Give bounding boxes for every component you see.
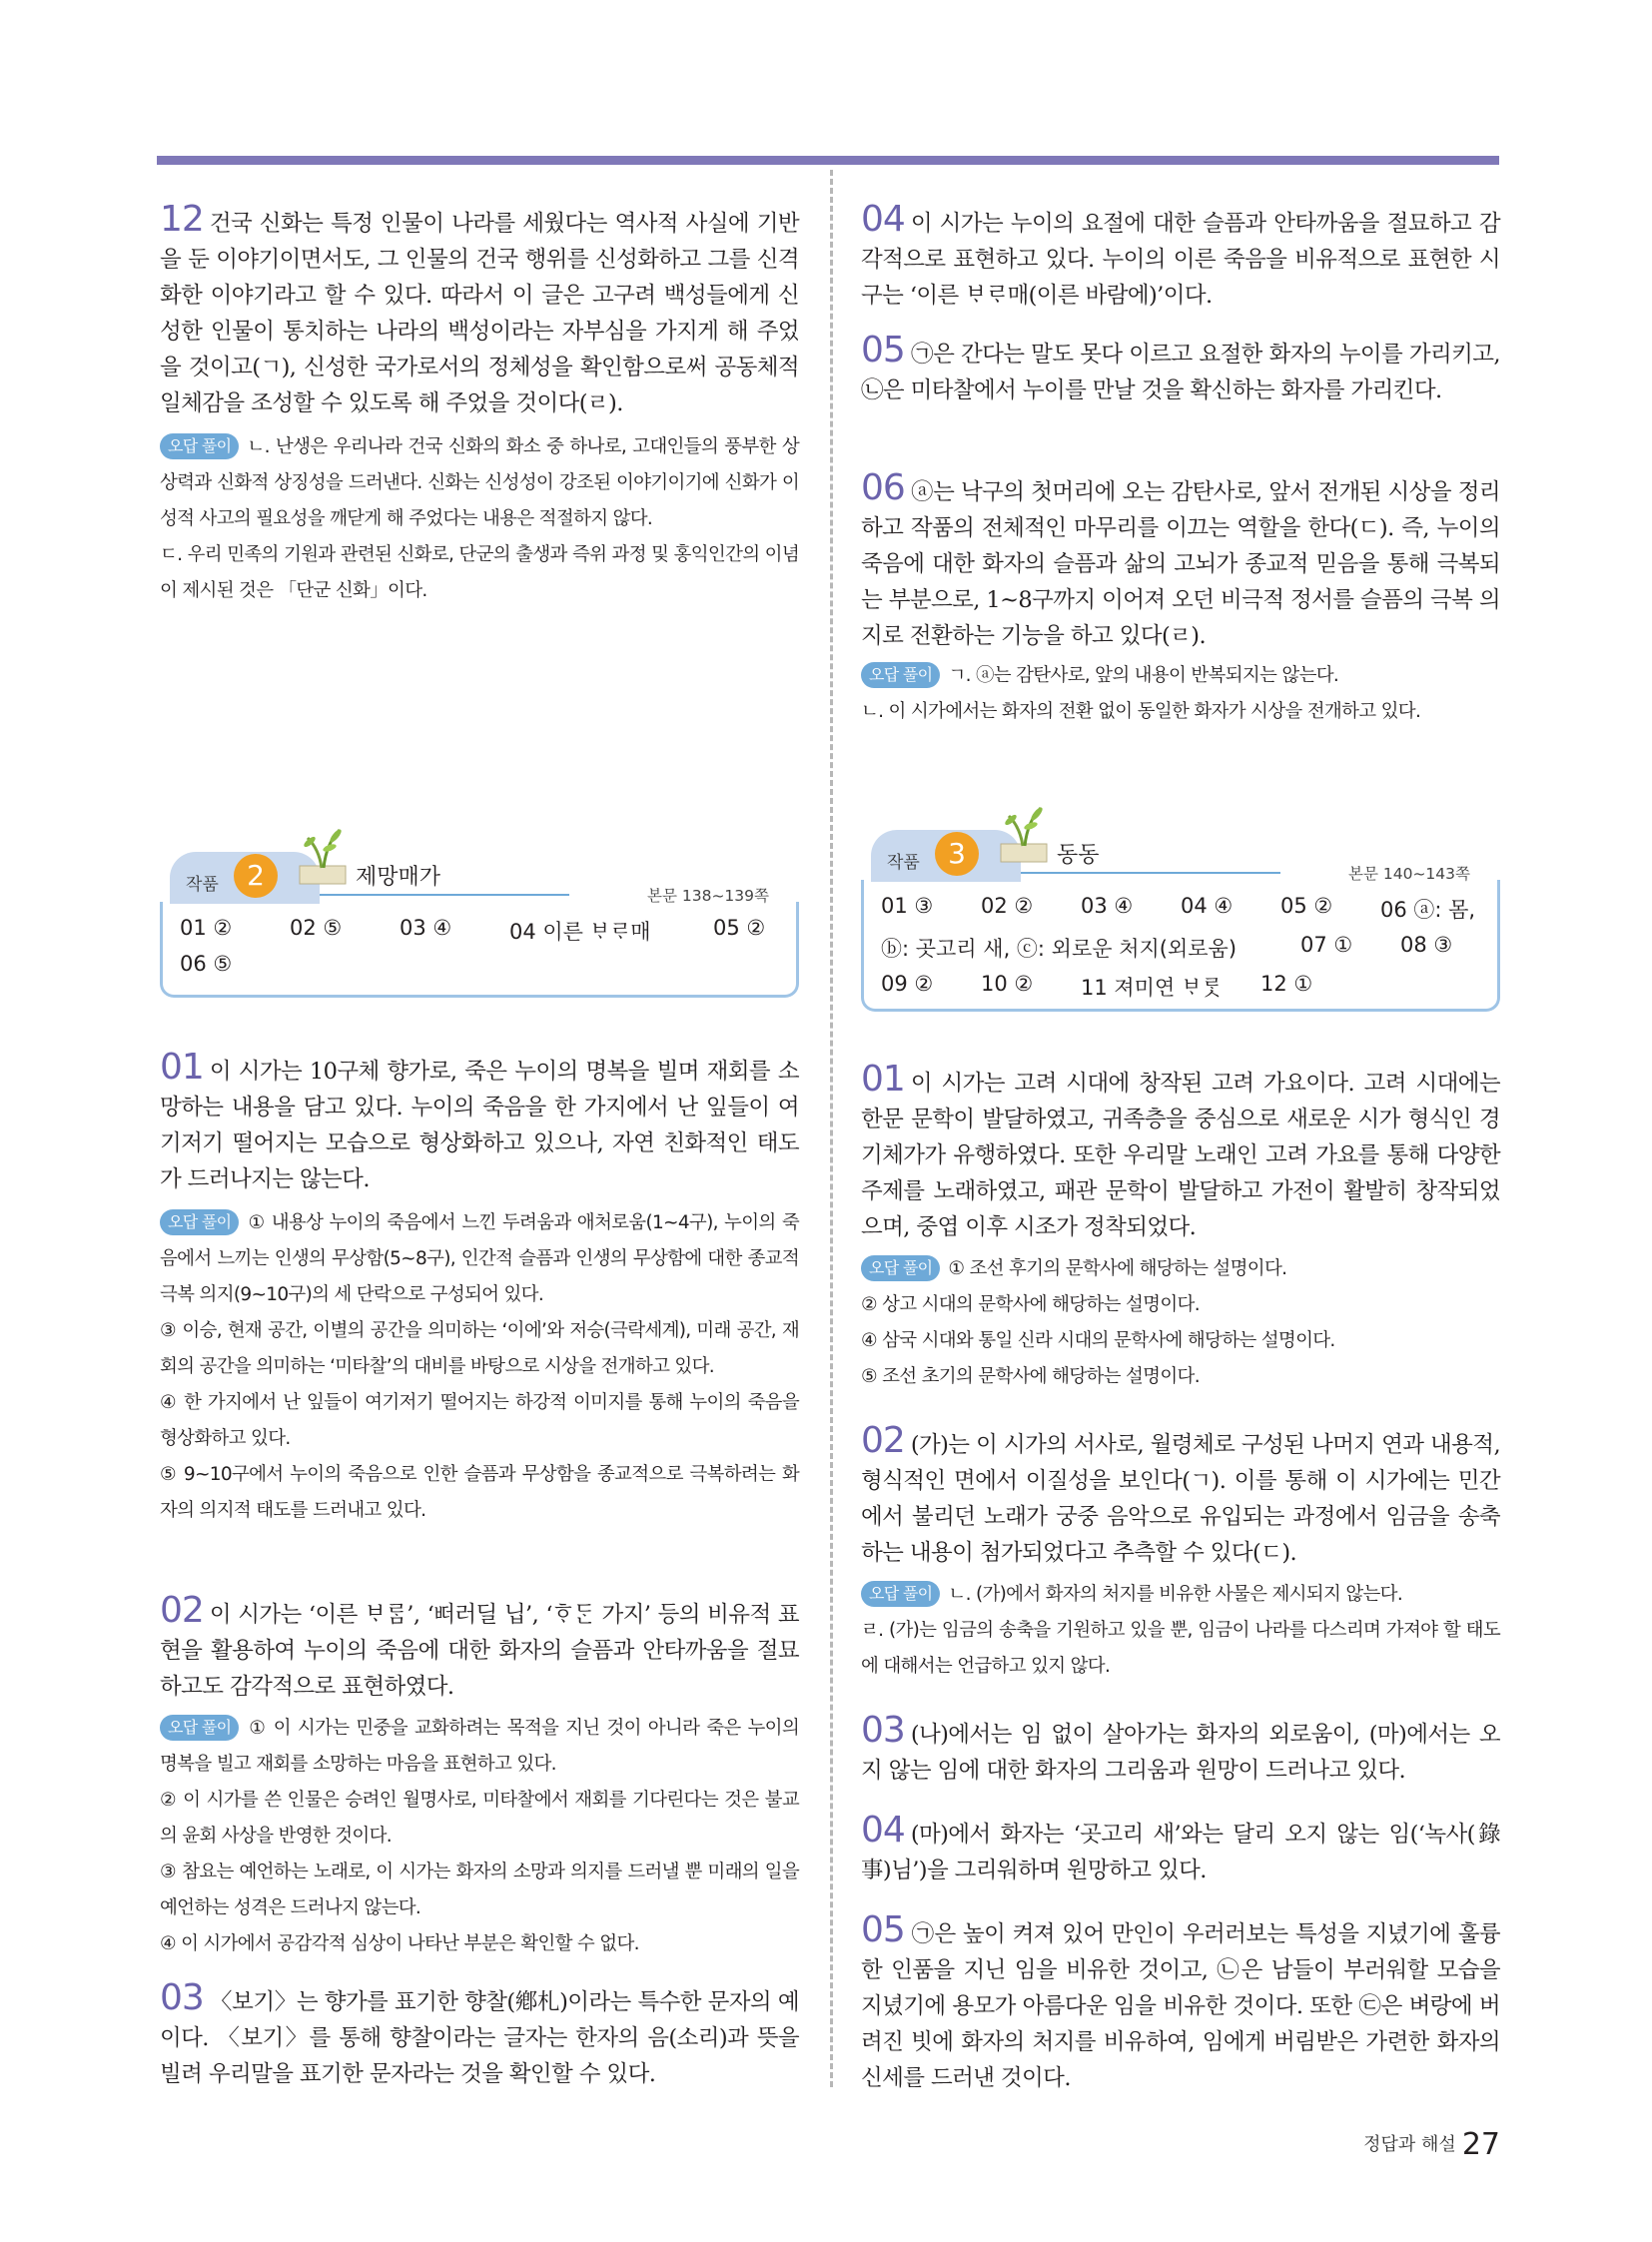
question-number: 06 bbox=[861, 467, 905, 508]
answer-item: 05 ② bbox=[713, 916, 766, 940]
answer-item: 07 ① bbox=[1300, 933, 1353, 957]
answer-text: 이 시가는 고려 시대에 창작된 고려 가요이다. 고려 시대에는 한문 문학이 발달하였고, 귀족층을 중심으로 새로운 시가 형식인 경기체가가 유행하였다. 또한 우리말 노래인 고려 가요를 통해 다양한 주제를 노래하였고, 패관 문학이 발달하고 가전이 활발히 창작되었으며, 중엽 이후 시조가 정착되었다. bbox=[861, 1071, 1500, 1240]
wrong-answer-badge: 오답 풀이 bbox=[160, 433, 239, 459]
answer-item: 04 이른 ᄇᆞᄅᆞ매 bbox=[509, 920, 651, 944]
question-number: 01 bbox=[160, 1047, 204, 1088]
note-text: ② 상고 시대의 문학사에 해당하는 설명이다. bbox=[861, 1294, 1200, 1315]
answer-item: 11 져미연 ᄇᆞᄅᆞᆺ bbox=[1081, 976, 1223, 1000]
question-number: 01 bbox=[861, 1059, 905, 1100]
page-footer bbox=[1363, 2127, 1500, 2162]
work-tag: 작품 bbox=[186, 875, 219, 895]
answer-text: 건국 신화는 특정 인물이 나라를 세웠다는 역사적 사실에 기반을 둔 이야기이면서도, 그 인물의 건국 행위를 신성화하고 그를 신격화한 이야기라고 할 수 있다. 따라서 이 글은 고구려 백성들에게 신성한 인물이 통치하는 나라의 백성이라는 자부심을 가지게 해 주었을 것이고(ㄱ), 신성한 국가로서의 정체성을 확인함으로써 공동체적 일체감을 조성할 수 있도록 해 주었을 것이다(ㄹ). bbox=[160, 211, 799, 416]
footer-label: 정답과 해설 bbox=[1363, 2134, 1456, 2155]
answer-item: ⓑ: 곳고리 새, ⓒ: 외로운 처지(외로움) bbox=[881, 937, 1238, 961]
note-text: ④ 한 가지에서 난 잎들이 여기저기 떨어지는 하강적 이미지를 통해 누이의 죽음을 형상화하고 있다. bbox=[160, 1392, 799, 1449]
top-rule bbox=[157, 156, 1499, 165]
answer-item: 10 ② bbox=[981, 972, 1034, 996]
right-q01 bbox=[861, 1059, 1500, 1395]
answer-item: 04 ④ bbox=[1181, 894, 1234, 918]
note-text: ㄴ. 난생은 우리나라 건국 신화의 화소 중 하나로, 고대인들의 풍부한 상상력과 신화적 상징성을 드러낸다. 신화는 신성성이 강조된 이야기이기에 신화가 이성적 사고의 필요성을 깨닫게 해 주었다는 내용은 적절하지 않다. bbox=[160, 436, 799, 529]
left-q03 bbox=[160, 1977, 799, 2092]
work-title: 동동 bbox=[1057, 843, 1100, 868]
answer-text: 이 시가는 누이의 요절에 대한 슬픔과 안타까움을 절묘하고 감각적으로 표현하고 있다. 누이의 이른 죽음을 비유적으로 표현한 시구는 ‘이른 ᄇᆞᄅᆞ매(이른 바람에)’이다. bbox=[861, 211, 1500, 309]
note-text: ① 내용상 누이의 죽음에서 느낀 두려움과 애처로움(1~4구), 누이의 죽음에서 느끼는 인생의 무상함(5~8구), 인간적 슬픔과 인생의 무상함에 대한 종교적 극복 의지(9~10구)의 세 단락으로 구성되어 있다. bbox=[160, 1212, 799, 1305]
right-q02 bbox=[861, 1420, 1500, 1685]
wrong-answer-badge: 오답 풀이 bbox=[861, 1255, 940, 1281]
question-number: 02 bbox=[160, 1590, 204, 1631]
right-q04b bbox=[861, 1810, 1500, 1888]
left-q01 bbox=[160, 1047, 799, 1529]
right-q04 bbox=[861, 199, 1500, 314]
answer-text: 이 시가는 10구체 향가로, 죽은 누이의 명복을 빌며 재회를 소망하는 내용을 담고 있다. 누이의 죽음을 한 가지에서 난 잎들이 여기저기 떨어지는 모습으로 형상화하고 있으나, 자연 친화적인 태도가 드러나지는 않는다. bbox=[160, 1059, 799, 1192]
left-q02 bbox=[160, 1590, 799, 1962]
answer-text: (나)에서는 임 없이 살아가는 화자의 외로움이, (마)에서는 오지 않는 임에 대한 화자의 그리움과 원망이 드러나고 있다. bbox=[861, 1722, 1500, 1784]
wrong-answer-badge: 오답 풀이 bbox=[861, 662, 940, 688]
answer-item: 02 ② bbox=[981, 894, 1034, 918]
work-number: 3 bbox=[935, 832, 979, 876]
answer-text: 이 시가는 ‘이른 ᄇᆞᄅᆞᆷ’, ‘ᄠᅥ러딜 닙’, ‘ᄒᆞᄃᆞᆫ 가지’ 등의 비유적 표현을 활용하여 누이의 죽음에 대한 화자의 슬픔과 안타까움을 절묘하고도 감각적으로 표현하였다. bbox=[160, 1602, 799, 1700]
right-q03 bbox=[861, 1710, 1500, 1789]
wrong-answer-badge: 오답 풀이 bbox=[861, 1581, 940, 1607]
question-number: 05 bbox=[861, 1909, 905, 1950]
plant-icon bbox=[995, 802, 1055, 864]
note-text: ㄹ. (가)는 임금의 송축을 기원하고 있을 뿐, 임금이 나라를 다스리며 가져야 할 태도에 대해서는 언급하고 있지 않다. bbox=[861, 1620, 1500, 1677]
question-number: 04 bbox=[861, 199, 905, 240]
right-q05 bbox=[861, 330, 1500, 408]
answer-box bbox=[160, 902, 799, 998]
left-q12 bbox=[160, 199, 799, 609]
answer-item: 02 ⑤ bbox=[290, 916, 343, 940]
answer-text: 〈보기〉는 향가를 표기한 향찰(鄕札)이라는 특수한 문자의 예이다. 〈보기〉를 통해 향찰이라는 글자는 한자의 음(소리)과 뜻을 빌려 우리말을 표기한 문자라는 것을 확인할 수 있다. bbox=[160, 1989, 799, 2087]
question-number: 03 bbox=[160, 1977, 204, 2018]
page-range: 본문 138~139쪽 bbox=[646, 887, 769, 905]
answer-item: 01 ② bbox=[180, 916, 233, 940]
note-text: ③ 참요는 예언하는 노래로, 이 시가는 화자의 소망과 의지를 드러낼 뿐 미래의 일을 예언하는 성격은 드러나지 않는다. bbox=[160, 1862, 799, 1918]
note-text: ⑤ 9~10구에서 누이의 죽음으로 인한 슬픔과 무상함을 종교적으로 극복하려는 화자의 의지적 태도를 드러내고 있다. bbox=[160, 1464, 799, 1521]
note-text: ㄴ. (가)에서 화자의 처지를 비유한 사물은 제시되지 않는다. bbox=[948, 1584, 1403, 1605]
work-2-summary bbox=[160, 824, 799, 1024]
answer-item: 05 ② bbox=[1280, 894, 1333, 918]
answer-item: 06 ⓐ: 몸, bbox=[1380, 898, 1476, 922]
answer-text: ⓐ는 낙구의 첫머리에 오는 감탄사로, 앞서 전개된 시상을 정리하고 작품의 전체적인 마무리를 이끄는 역할을 한다(ㄷ). 즉, 누이의 죽음에 대한 화자의 슬픔과 삶의 고뇌가 종교적 믿음을 통해 극복되는 부분으로, 1~8구까지 이어져 오던 비극적 정서를 슬픔의 극복 의지로 전환하는 기능을 하고 있다(ㄹ). bbox=[861, 479, 1500, 649]
note-text: ④ 삼국 시대와 통일 신라 시대의 문학사에 해당하는 설명이다. bbox=[861, 1330, 1335, 1351]
column-divider bbox=[830, 170, 833, 2087]
note-text: ① 이 시가는 민중을 교화하려는 목적을 지닌 것이 아니라 죽은 누이의 명복을 빌고 재회를 소망하는 마음을 표현하고 있다. bbox=[160, 1718, 799, 1775]
question-number: 05 bbox=[861, 330, 905, 371]
note-text: ④ 이 시가에서 공감각적 심상이 나타난 부분은 확인할 수 없다. bbox=[160, 1933, 639, 1954]
plant-icon bbox=[294, 824, 354, 886]
question-number: 12 bbox=[160, 199, 204, 240]
answer-item: 12 ① bbox=[1260, 972, 1313, 996]
wrong-answer-badge: 오답 풀이 bbox=[160, 1715, 239, 1741]
note-text: ㄷ. 우리 민족의 기원과 관련된 신화로, 단군의 출생과 즉위 과정 및 홍익인간의 이념이 제시된 것은 「단군 신화」이다. bbox=[160, 544, 799, 601]
answer-item: 06 ⑤ bbox=[180, 952, 233, 976]
question-number: 03 bbox=[861, 1710, 905, 1751]
range-line bbox=[1021, 872, 1280, 874]
answer-text: ㉠은 간다는 말도 못다 이르고 요절한 화자의 누이를 가리키고, ㉡은 미타찰에서 누이를 만날 것을 확신하는 화자를 가리킨다. bbox=[861, 342, 1500, 403]
note-text: ② 이 시가를 쓴 인물은 승려인 월명사로, 미타찰에서 재회를 기다린다는 것은 불교의 윤회 사상을 반영한 것이다. bbox=[160, 1790, 799, 1847]
answer-item: 03 ④ bbox=[1081, 894, 1134, 918]
right-q06 bbox=[861, 467, 1500, 730]
page-number: 27 bbox=[1461, 2127, 1500, 2162]
answer-text: (마)에서 화자는 ‘곳고리 새’와는 달리 오지 않는 임(‘녹사(錄事)님’)을 그리워하며 원망하고 있다. bbox=[861, 1822, 1500, 1883]
work-title: 제망매가 bbox=[356, 865, 441, 890]
range-line bbox=[320, 894, 569, 896]
work-3-summary bbox=[861, 802, 1500, 1042]
page-range: 본문 140~143쪽 bbox=[1347, 865, 1470, 883]
wrong-answer-badge: 오답 풀이 bbox=[160, 1209, 239, 1235]
answer-text: ㉠은 높이 켜져 있어 만인이 우러러보는 특성을 지녔기에 훌륭한 인품을 지닌 임을 비유한 것이고, ㉡은 남들이 부러워할 모습을 지녔기에 용모가 아름다운 임을 비유한 것이다. 또한 ㉢은 벼랑에 버려진 빗에 화자의 처지를 비유하여, 임에게 버림받은 가련한 화자의 신세를 드러낸 것이다. bbox=[861, 1921, 1500, 2091]
answer-item: 01 ③ bbox=[881, 894, 934, 918]
note-text: ㄴ. 이 시가에서는 화자의 전환 없이 동일한 화자가 시상을 전개하고 있다. bbox=[861, 701, 1421, 722]
right-q05b bbox=[861, 1909, 1500, 2096]
note-text: ⑤ 조선 초기의 문학사에 해당하는 설명이다. bbox=[861, 1366, 1200, 1387]
question-number: 02 bbox=[861, 1420, 905, 1461]
answer-text: (가)는 이 시가의 서사로, 월령체로 구성된 나머지 연과 내용적, 형식적인 면에서 이질성을 보인다(ㄱ). 이를 통해 이 시가에는 민간에서 불리던 노래가 궁중 음악으로 유입되는 과정에서 임금을 송축하는 내용이 첨가되었다고 추측할 수 있다(ㄷ). bbox=[861, 1432, 1500, 1566]
question-number: 04 bbox=[861, 1810, 905, 1851]
note-text: ㄱ. ⓐ는 감탄사로, 앞의 내용이 반복되지는 않는다. bbox=[948, 665, 1339, 686]
answer-item: 09 ② bbox=[881, 972, 934, 996]
work-tag: 작품 bbox=[887, 853, 920, 873]
note-text: ① 조선 후기의 문학사에 해당하는 설명이다. bbox=[948, 1258, 1287, 1279]
answer-item: 08 ③ bbox=[1400, 933, 1453, 957]
work-number: 2 bbox=[234, 854, 278, 898]
answer-item: 03 ④ bbox=[400, 916, 452, 940]
note-text: ③ 이승, 현재 공간, 이별의 공간을 의미하는 ‘이에’와 저승(극락세계), 미래 공간, 재회의 공간을 의미하는 ‘미타찰’의 대비를 바탕으로 시상을 전개하고 있다. bbox=[160, 1320, 799, 1377]
